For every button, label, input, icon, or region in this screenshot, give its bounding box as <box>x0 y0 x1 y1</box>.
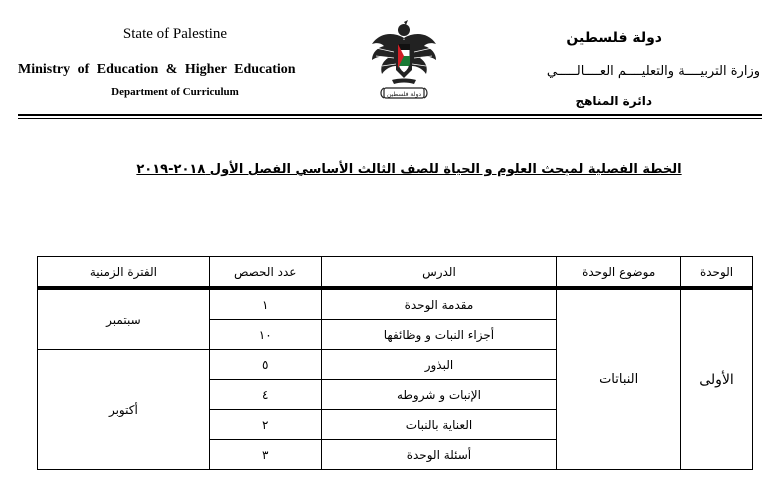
sessions-cell: ٤ <box>209 380 321 410</box>
table-row <box>38 290 753 320</box>
plan-title: الخطة الفصلية لمبحث العلوم و الحياة للصف الثالث الأساسي الفصل الأول ٢٠١٨-٢٠١٩ <box>136 162 682 177</box>
lesson-cell: الإنبات و شروطه <box>321 380 557 410</box>
sessions-cell: ١٠ <box>209 320 321 350</box>
arabic-department-name: دائرة المناهج <box>575 94 652 108</box>
header-topic: موضوع الوحدة <box>557 257 681 287</box>
header-sessions: عدد الحصص <box>209 257 321 287</box>
header-unit: الوحدة <box>681 257 753 287</box>
header-divider-thick <box>18 114 762 116</box>
palestine-eagle-emblem-icon <box>368 18 440 108</box>
table-header-row <box>38 257 753 287</box>
header-period: الفترة الزمنية <box>38 257 210 287</box>
arabic-state-name: دولة فلسطين <box>566 30 662 46</box>
lesson-cell: العناية بالنبات <box>321 410 557 440</box>
lesson-cell: البذور <box>321 350 557 380</box>
english-department-name: Department of Curriculum <box>111 86 239 98</box>
lesson-cell: مقدمة الوحدة <box>321 290 557 320</box>
lesson-cell: أجزاء النبات و وظائفها <box>321 320 557 350</box>
sessions-cell: ١ <box>209 290 321 320</box>
english-state-name: State of Palestine <box>122 26 228 42</box>
period-cell-september: سبتمبر <box>38 290 210 350</box>
header-divider-thin <box>18 118 762 119</box>
sessions-cell: ٣ <box>209 440 321 470</box>
arabic-ministry-name: وزارة التربيــــة والتعليــــم العــــالـــــي <box>546 64 760 79</box>
emblem-caption: دولة فلسطين <box>386 91 422 98</box>
period-cell-october: أكتوبر <box>38 350 210 470</box>
sessions-cell: ٢ <box>209 410 321 440</box>
semester-plan-table <box>37 256 753 470</box>
topic-cell: النباتات <box>557 290 681 470</box>
header-lesson: الدرس <box>321 257 557 287</box>
unit-cell: الأولى <box>681 290 753 470</box>
sessions-cell: ٥ <box>209 350 321 380</box>
lesson-cell: أسئلة الوحدة <box>321 440 557 470</box>
english-ministry-name: Ministry of Education & Higher Education <box>18 62 296 77</box>
